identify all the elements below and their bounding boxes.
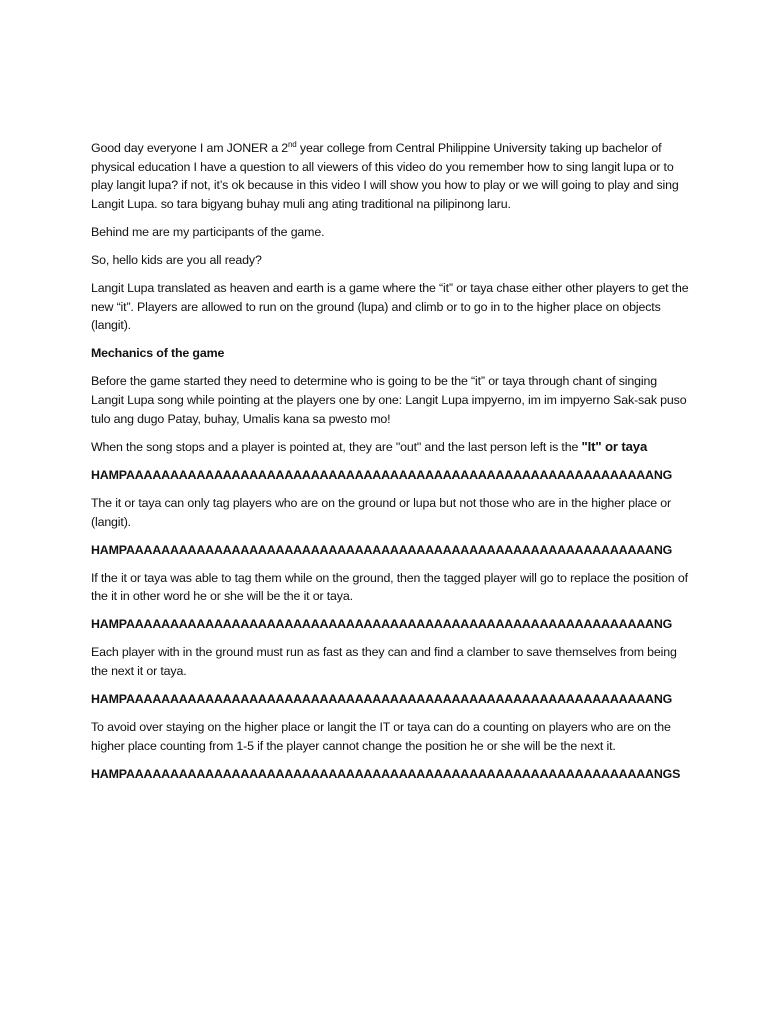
- ordinal-superscript: nd: [288, 140, 297, 149]
- song-stops-text: When the song stops and a player is pointed at, they are "out" and the last person left is the: [91, 439, 582, 454]
- chant-paragraph: Before the game started they need to determine who is going to be the “it” or taya through chant of singing Langit Lupa song while pointing at the players one by one: Langit Lupa impyerno, im im impyerno Sak-sak puso tulo ang dugo Patay, buhay, Umalis kana sa pwesto mo!: [91, 374, 687, 426]
- intro-paragraph: [91, 139, 691, 213]
- hampang-shout-4: HAMPAAAAAAAAAAAAAAAAAAAAAAAAAAAAAAAAAAAAAAAAAAAAAAAAAAAAAAAAAAAANG: [91, 692, 673, 707]
- replace-paragraph: If the it or taya was able to tag them while on the ground, then the tagged player will go to replace the position of the it in other word he or she will be the it or taya.: [91, 570, 688, 604]
- hampang-shout-1: HAMPAAAAAAAAAAAAAAAAAAAAAAAAAAAAAAAAAAAAAAAAAAAAAAAAAAAAAAAAAAAANG: [91, 467, 673, 482]
- document-body: [91, 139, 691, 793]
- hampang-shout-3: HAMPAAAAAAAAAAAAAAAAAAAAAAAAAAAAAAAAAAAAAAAAAAAAAAAAAAAAAAAAAAAANG: [91, 617, 673, 632]
- hampang-shout-5: HAMPAAAAAAAAAAAAAAAAAAAAAAAAAAAAAAAAAAAAAAAAAAAAAAAAAAAAAAAAAAAANGS: [91, 766, 681, 781]
- mechanics-heading: Mechanics of the game: [91, 346, 225, 361]
- intro-text-start: Good day everyone I am JONER a 2: [91, 141, 288, 155]
- tag-rule-paragraph: The it or taya can only tag players who are on the ground or lupa but not those who are in the higher place or (langit).: [91, 495, 671, 529]
- description-paragraph: Langit Lupa translated as heaven and earth is a game where the “it” or taya chase either other players to get the new “it”. Players are allowed to run on the ground (lupa) and climb or to go in to the higher place on objects (langit).: [91, 281, 689, 333]
- song-stops-paragraph: [91, 438, 691, 457]
- counting-paragraph: To avoid over staying on the higher place or langit the IT or taya can do a counting on players who are on the higher place counting from 1-5 if the player cannot change the position he or she will be the next it.: [91, 720, 671, 753]
- hampang-shout-2: HAMPAAAAAAAAAAAAAAAAAAAAAAAAAAAAAAAAAAAAAAAAAAAAAAAAAAAAAAAAAAAANG: [91, 542, 673, 557]
- greeting-paragraph: So, hello kids are you all ready?: [91, 252, 262, 267]
- run-paragraph: Each player with in the ground must run as fast as they can and find a clamber to save themselves from being the next it or taya.: [91, 645, 677, 679]
- intro-text-end: year college from Central Philippine University taking up bachelor of physical education I have a question to all viewers of this video do you remember how to sing langit lupa or to play langit lupa? if not, it’s ok because in this video I will show you how to play or we will going to play and sing Langit Lupa. so tara bigyang buhay muli ang ating traditional na pilipinong laru.: [91, 141, 679, 211]
- participants-paragraph: Behind me are my participants of the game.: [91, 224, 325, 239]
- it-or-taya-emphasis: "It" or taya: [581, 438, 648, 454]
